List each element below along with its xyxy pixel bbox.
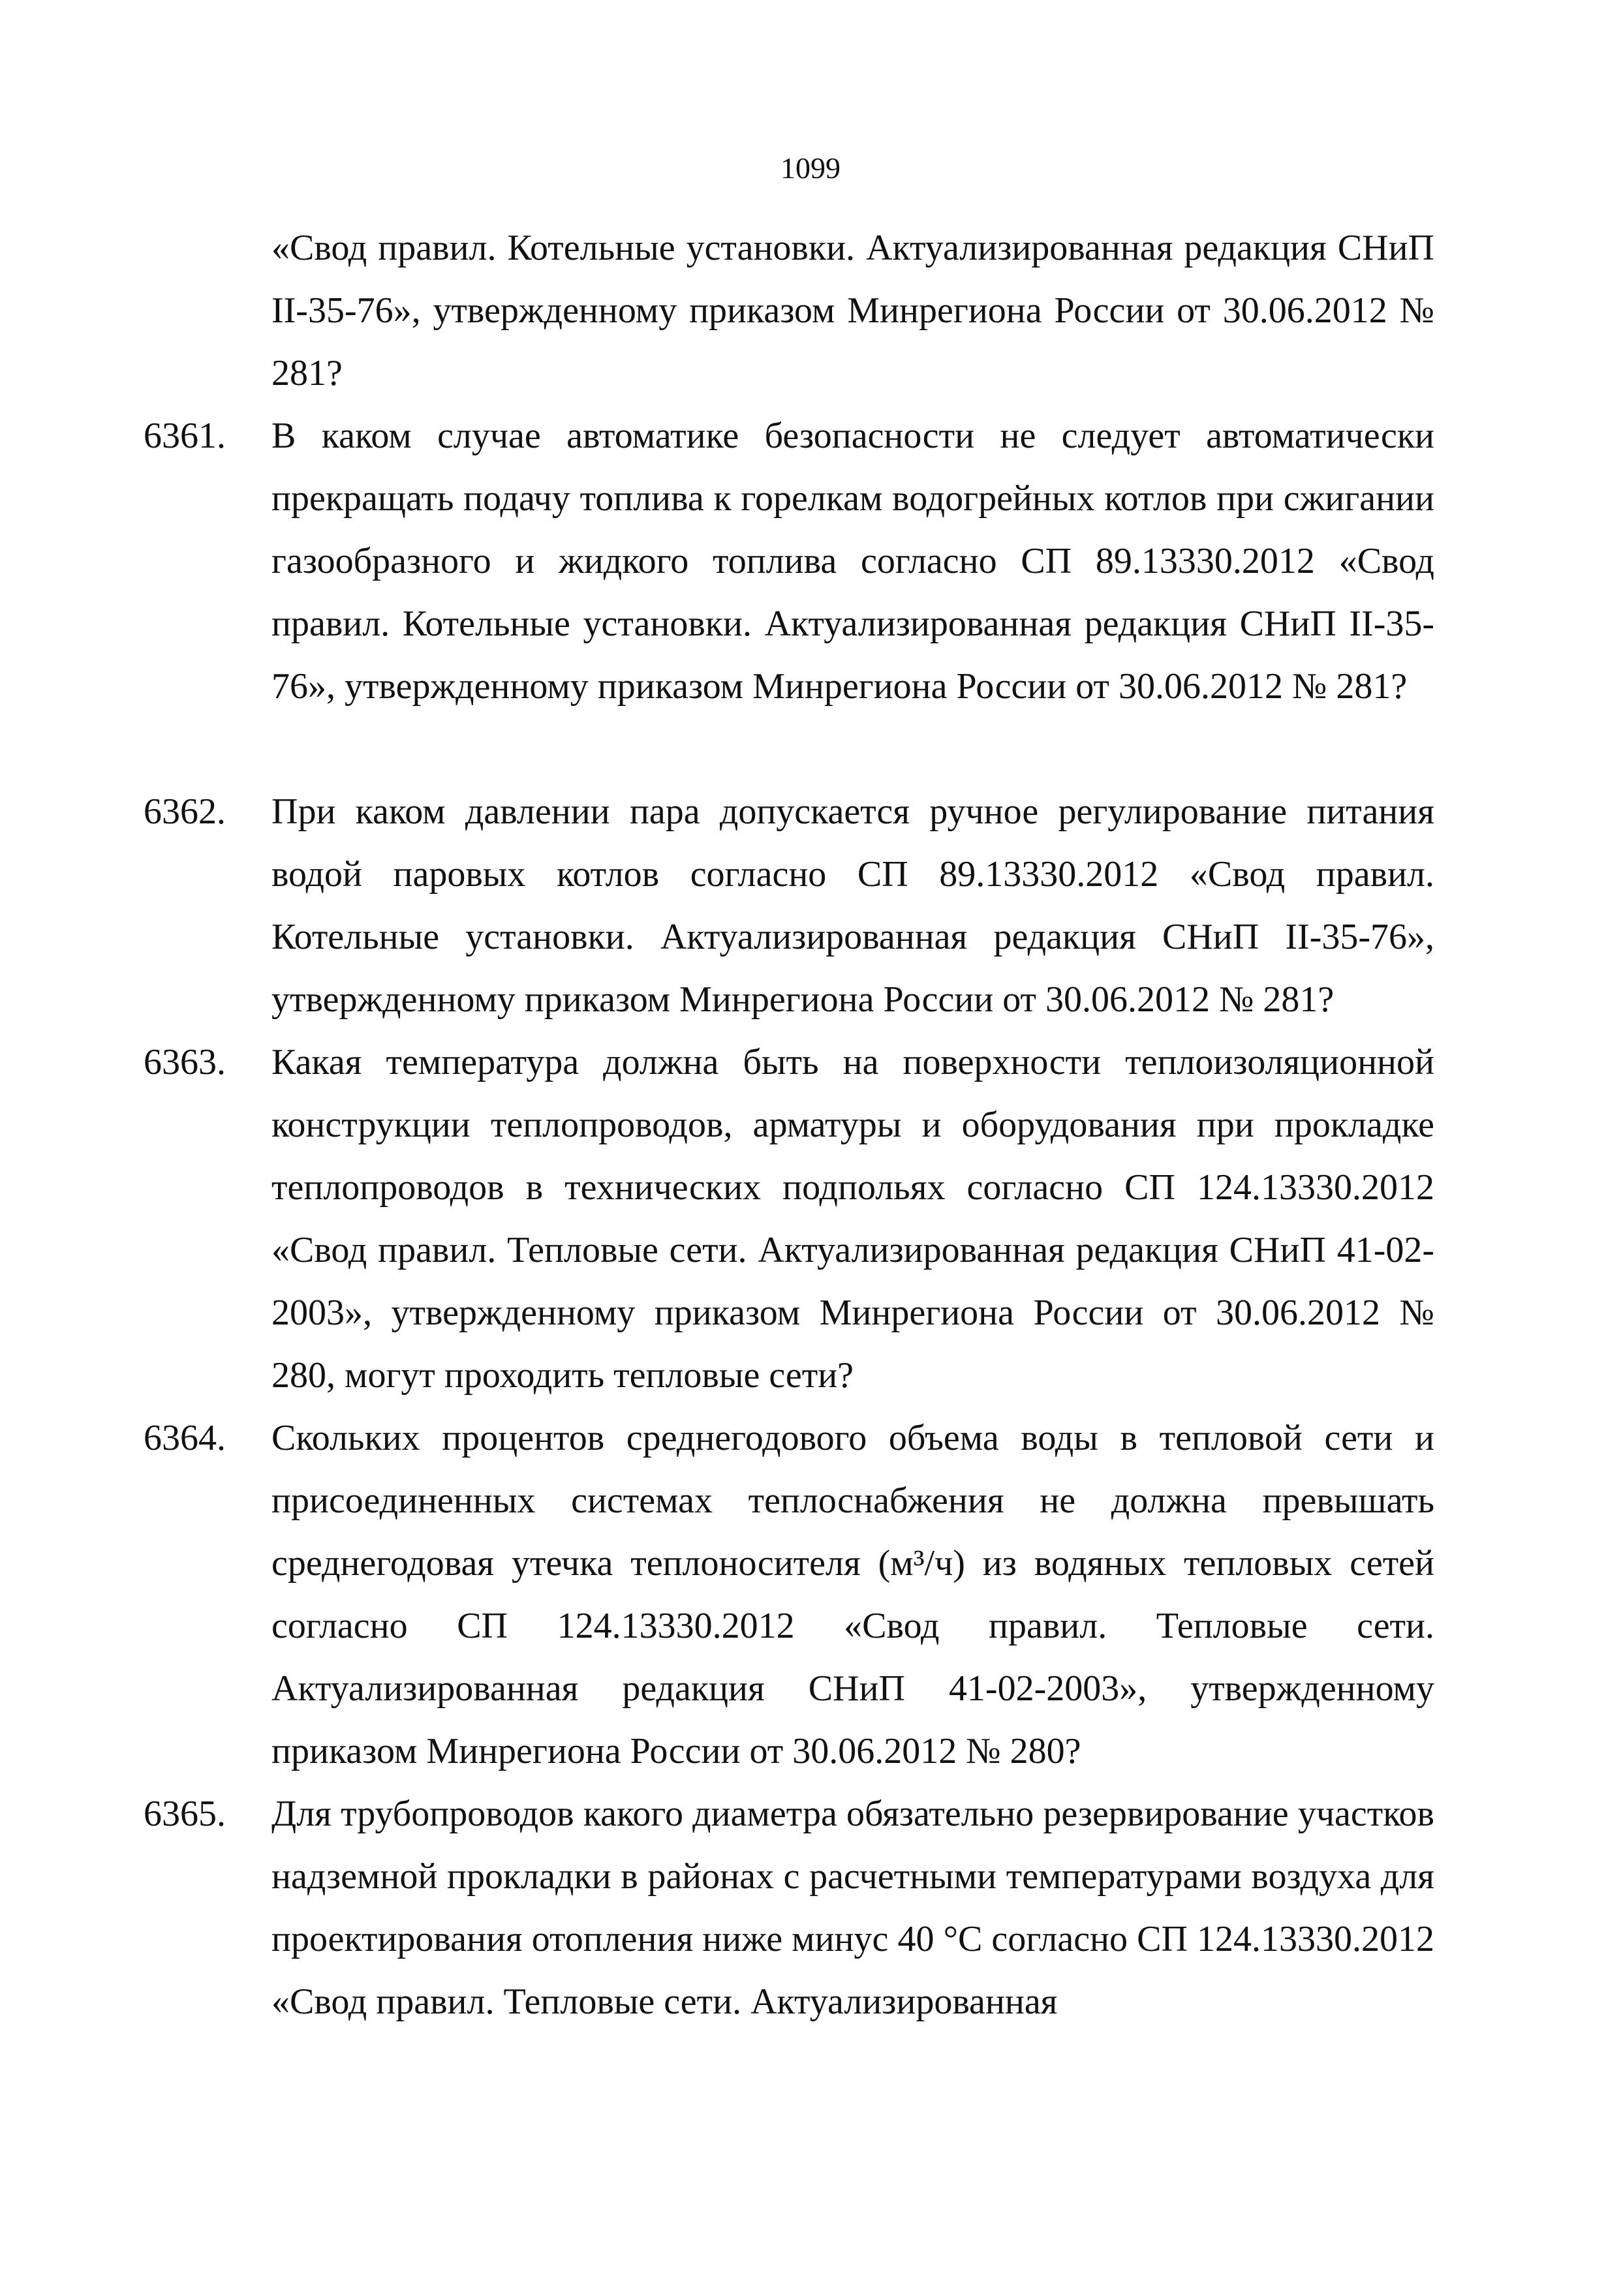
question-item [144,1407,1434,1783]
question-number: 6361. [144,416,226,456]
question-number: 6362. [144,791,226,832]
question-text: Какая температура должна быть на поверхности теплоизоляционной конструкции теплопроводов, арматуры и оборудования при прокладке теплопроводов в технических подпольях согласно СП 124.13330.2012 «Свод правил. Тепловые сети. Актуализированная редакция СНиП 41-02-2003», утвержденному приказом Минрегиона России от 30.06.2012 № 280, могут проходить тепловые сети? [271,1042,1434,1396]
question-number: 6364. [144,1418,226,1458]
question-item [144,1783,1434,2033]
question-item [144,1031,1434,1407]
question-number: 6363. [144,1042,226,1082]
question-item [144,780,1434,1031]
question-number: 6365. [144,1794,226,1834]
page-number: 1099 [780,151,841,185]
question-text: Для трубопроводов какого диаметра обязательно резервирование участков надземной прокладки в районах с расчетными температурами воздуха для проектирования отопления ниже минус 40 °С согласно СП 124.13330.2012 «Свод правил. Тепловые сети. Актуализированная [271,1794,1434,2022]
question-text: В каком случае автоматике безопасности не следует автоматически прекращать подачу топлива к горелкам водогрейных котлов при сжигании газообразного и жидкого топлива согласно СП 89.13330.2012 «Свод правил. Котельные установки. Актуализированная редакция СНиП II-35-76», утвержденному приказом Минрегиона России от 30.06.2012 № 281? [271,416,1434,707]
question-text: При каком давлении пара допускается ручное регулирование питания водой паровых котлов согласно СП 89.13330.2012 «Свод правил. Котельные установки. Актуализированная редакция СНиП II-35-76», утвержденному приказом Минрегиона России от 30.06.2012 № 281? [271,791,1434,1020]
question-text: Скольких процентов среднегодового объема воды в тепловой сети и присоединенных системах теплоснабжения не должна превышать среднегодовая утечка теплоносителя (м³/ч) из водяных тепловых сетей согласно СП 124.13330.2012 «Свод правил. Тепловые сети. Актуализированная редакция СНиП 41-02-2003», утвержденному приказом Минрегиона России от 30.06.2012 № 280? [271,1418,1434,1771]
continuation-paragraph: «Свод правил. Котельные установки. Актуализированная редакция СНиП II-35-76», утвержденному приказом Минрегиона России от 30.06.2012 № 281? [271,228,1434,393]
question-item [144,405,1434,718]
